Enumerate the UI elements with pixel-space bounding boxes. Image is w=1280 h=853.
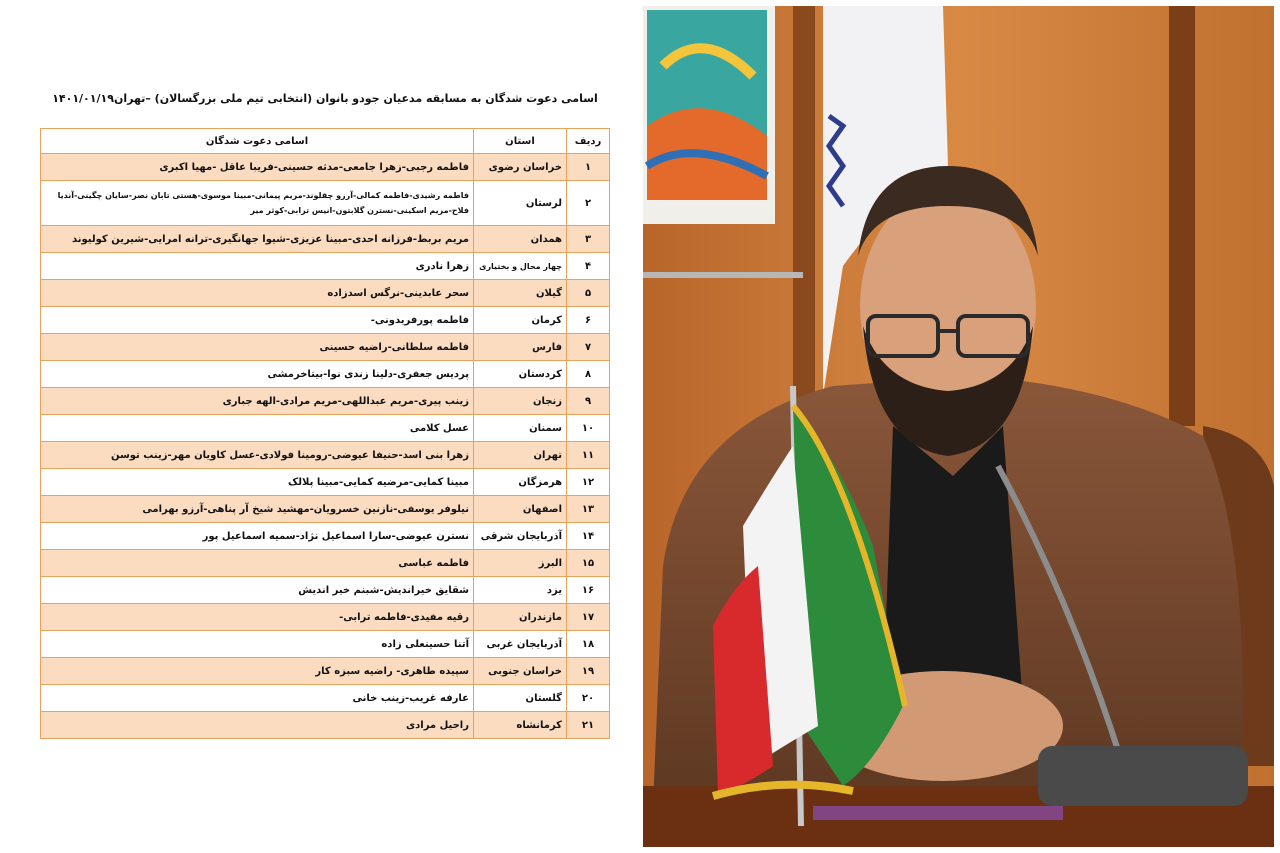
row-province: خراسان رضوی — [474, 154, 567, 181]
column-header-index: ردیف — [567, 129, 610, 154]
row-province: آذربایجان شرقی — [474, 523, 567, 550]
table-row — [41, 577, 610, 604]
row-names: عارفه غریب-زینب خانی — [41, 685, 474, 712]
row-province: خراسان جنوبی — [474, 658, 567, 685]
table-row — [41, 361, 610, 388]
table-row — [41, 154, 610, 181]
row-province: سمنان — [474, 415, 567, 442]
row-province: اصفهان — [474, 496, 567, 523]
flag-rod — [643, 272, 803, 278]
row-index: ۶ — [567, 307, 610, 334]
row-names: آتنا حسینعلی زاده — [41, 631, 474, 658]
row-names: شقایق خیراندیش-شبنم خیر اندیش — [41, 577, 474, 604]
row-province: مازندران — [474, 604, 567, 631]
row-index: ۹ — [567, 388, 610, 415]
row-names: زهرا بنی اسد-حنیفا عیوضی-رومینا فولادی-عسل کاویان مهر-زینب توسن — [41, 442, 474, 469]
column-header-province: استان — [474, 129, 567, 154]
microphone-base — [1038, 746, 1248, 806]
row-index: ۲ — [567, 181, 610, 226]
row-names: زینب پیری-مریم عبداللهی-مریم مرادی-الهه جباری — [41, 388, 474, 415]
table-row — [41, 469, 610, 496]
document-title: اسامی دعوت شدگان به مسابقه مدعیان جودو بانوان (انتخابی تیم ملی بزرگسالان) –تهران۱۴۰۱/۰۱/۱۹ — [52, 92, 598, 105]
table-row — [41, 442, 610, 469]
row-index: ۱۴ — [567, 523, 610, 550]
row-names: فاطمه عباسی — [41, 550, 474, 577]
row-names: فاطمه رجبی-زهرا جامعی-مدثه حسینی-فریبا عاقل -مهیا اکبری — [41, 154, 474, 181]
row-names: راحیل مرادی — [41, 712, 474, 739]
row-names: نیلوفر یوسفی-نازنین خسرویان-مهشید شیخ آر پناهی-آرزو بهرامی — [41, 496, 474, 523]
row-index: ۱۵ — [567, 550, 610, 577]
table-row — [41, 712, 610, 739]
row-index: ۲۱ — [567, 712, 610, 739]
row-province: هرمزگان — [474, 469, 567, 496]
row-names: مبینا کمایی-مرضیه کمایی-مبینا پلالک — [41, 469, 474, 496]
row-index: ۱۹ — [567, 658, 610, 685]
table-row — [41, 496, 610, 523]
table-row — [41, 181, 610, 226]
row-province: یزد — [474, 577, 567, 604]
row-names: پردیس جعفری-دلینا زندی نوا-بیتاخرمشی — [41, 361, 474, 388]
row-province: لرستان — [474, 181, 567, 226]
row-province: کرمان — [474, 307, 567, 334]
row-index: ۲۰ — [567, 685, 610, 712]
speaker-photo-illustration — [643, 6, 1274, 847]
row-index: ۱ — [567, 154, 610, 181]
table-row — [41, 685, 610, 712]
table-row — [41, 253, 610, 280]
table-row — [41, 658, 610, 685]
table-row — [41, 307, 610, 334]
table-row — [41, 415, 610, 442]
row-names: نسترن عیوضی-سارا اسماعیل نژاد-سمیه اسماعیل پور — [41, 523, 474, 550]
row-names: فاطمه پورفریدونی- — [41, 307, 474, 334]
row-names: رقیه مفیدی-فاطمه ترابی- — [41, 604, 474, 631]
row-province: کردستان — [474, 361, 567, 388]
invitees-table — [40, 128, 610, 739]
row-index: ۱۲ — [567, 469, 610, 496]
column-header-names: اسامی دعوت شدگان — [41, 129, 474, 154]
row-province: چهار محال و بختیاری — [474, 253, 567, 280]
row-index: ۱۰ — [567, 415, 610, 442]
row-province: کرمانشاه — [474, 712, 567, 739]
table-row — [41, 523, 610, 550]
table-row — [41, 388, 610, 415]
row-names: مریم بربط-فرزانه احدی-مبینا عزیزی-شیوا جهانگیری-ترانه امرایی-شیرین کولیوند — [41, 226, 474, 253]
row-province: تهران — [474, 442, 567, 469]
row-names: فاطمه سلطانی-راضیه حسینی — [41, 334, 474, 361]
row-province: زنجان — [474, 388, 567, 415]
table-row — [41, 280, 610, 307]
row-names: عسل کلامی — [41, 415, 474, 442]
row-names: فاطمه رشیدی-فاطمه کمالی-آرزو چقلوند-مریم پیمانی-مبینا موسوی-هستی تابان نصر-سایان چگینی-آندیا فلاح-مریم اسکینی-نسترن گلابتون-انیس ترابی-کوثر میر — [41, 181, 474, 226]
desk-paper — [813, 806, 1063, 820]
speaker-photo — [643, 6, 1274, 847]
table-row — [41, 631, 610, 658]
row-index: ۱۶ — [567, 577, 610, 604]
row-province: همدان — [474, 226, 567, 253]
row-index: ۸ — [567, 361, 610, 388]
row-names: سحر عابدینی-نرگس اسدزاده — [41, 280, 474, 307]
row-province: آذربایجان غربی — [474, 631, 567, 658]
wall-pillar — [1169, 6, 1195, 426]
row-index: ۱۱ — [567, 442, 610, 469]
row-index: ۱۳ — [567, 496, 610, 523]
row-index: ۱۸ — [567, 631, 610, 658]
row-names: زهرا نادری — [41, 253, 474, 280]
row-names: سپیده طاهری- راضیه سبزه کار — [41, 658, 474, 685]
table-row — [41, 334, 610, 361]
row-province: البرز — [474, 550, 567, 577]
table-header-row — [41, 129, 610, 154]
row-index: ۷ — [567, 334, 610, 361]
table-row — [41, 550, 610, 577]
table-row — [41, 604, 610, 631]
table-row — [41, 226, 610, 253]
row-province: فارس — [474, 334, 567, 361]
row-province: گلستان — [474, 685, 567, 712]
row-index: ۵ — [567, 280, 610, 307]
row-province: گیلان — [474, 280, 567, 307]
row-index: ۱۷ — [567, 604, 610, 631]
row-index: ۴ — [567, 253, 610, 280]
row-index: ۳ — [567, 226, 610, 253]
